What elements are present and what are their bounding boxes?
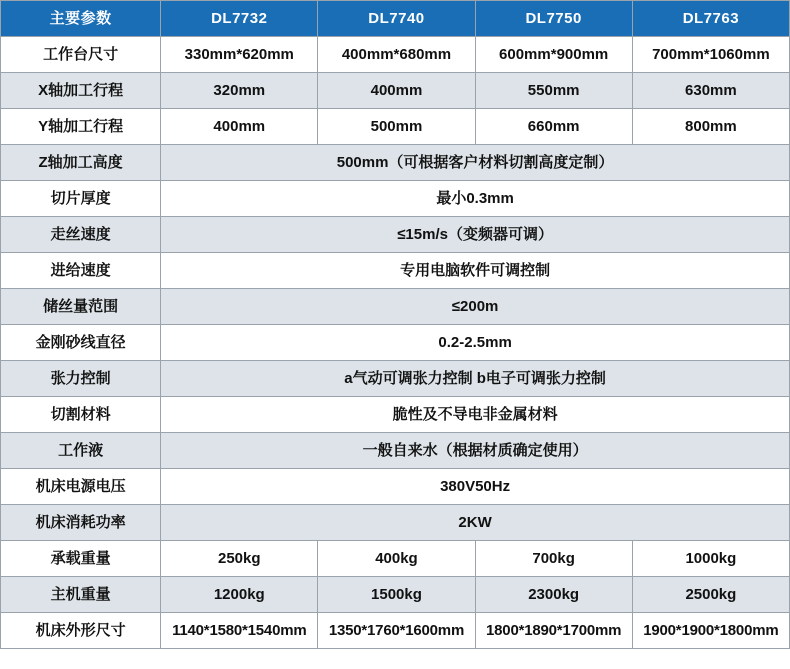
header-cell-model-2: DL7740 xyxy=(318,1,475,37)
row-value-cell: 800mm xyxy=(632,109,789,145)
row-value-merged: 2KW xyxy=(161,505,790,541)
table-header xyxy=(1,1,790,37)
row-label: 切割材料 xyxy=(1,397,161,433)
row-value-cell: 250kg xyxy=(161,541,318,577)
row-value-merged: a气动可调张力控制 b电子可调张力控制 xyxy=(161,361,790,397)
row-value-cell: 1140*1580*1540mm xyxy=(161,613,318,649)
row-label: X轴加工行程 xyxy=(1,73,161,109)
table-row xyxy=(1,361,790,397)
row-value-cell: 400kg xyxy=(318,541,475,577)
row-value-cell: 600mm*900mm xyxy=(475,37,632,73)
table-row xyxy=(1,109,790,145)
row-value-cell: 700kg xyxy=(475,541,632,577)
row-label: 承载重量 xyxy=(1,541,161,577)
table-row xyxy=(1,577,790,613)
row-value-merged: 500mm（可根据客户材料切割高度定制） xyxy=(161,145,790,181)
table-row xyxy=(1,541,790,577)
table-row xyxy=(1,145,790,181)
row-value-cell: 660mm xyxy=(475,109,632,145)
row-value-merged: 380V50Hz xyxy=(161,469,790,505)
row-value-cell: 1000kg xyxy=(632,541,789,577)
row-value-cell: 320mm xyxy=(161,73,318,109)
row-label: 机床消耗功率 xyxy=(1,505,161,541)
row-label: 张力控制 xyxy=(1,361,161,397)
table-row xyxy=(1,181,790,217)
row-label: 工作液 xyxy=(1,433,161,469)
row-value-cell: 630mm xyxy=(632,73,789,109)
row-value-cell: 2300kg xyxy=(475,577,632,613)
row-label: 切片厚度 xyxy=(1,181,161,217)
row-value-merged: 脆性及不导电非金属材料 xyxy=(161,397,790,433)
row-value-merged: 专用电脑软件可调控制 xyxy=(161,253,790,289)
table-row xyxy=(1,217,790,253)
row-value-cell: 500mm xyxy=(318,109,475,145)
table-row xyxy=(1,253,790,289)
table-body xyxy=(1,37,790,649)
row-value-cell: 330mm*620mm xyxy=(161,37,318,73)
table-row xyxy=(1,37,790,73)
row-label: 机床电源电压 xyxy=(1,469,161,505)
row-value-cell: 400mm xyxy=(318,73,475,109)
header-cell-model-3: DL7750 xyxy=(475,1,632,37)
row-label: 金刚砂线直径 xyxy=(1,325,161,361)
table-row xyxy=(1,325,790,361)
row-value-cell: 700mm*1060mm xyxy=(632,37,789,73)
row-value-cell: 2500kg xyxy=(632,577,789,613)
row-label: 储丝量范围 xyxy=(1,289,161,325)
row-value-cell: 1350*1760*1600mm xyxy=(318,613,475,649)
row-value-cell: 550mm xyxy=(475,73,632,109)
row-label: 进给速度 xyxy=(1,253,161,289)
table-row xyxy=(1,289,790,325)
row-value-cell: 1500kg xyxy=(318,577,475,613)
table-row xyxy=(1,433,790,469)
row-label: Z轴加工高度 xyxy=(1,145,161,181)
row-label: 主机重量 xyxy=(1,577,161,613)
row-label: 工作台尺寸 xyxy=(1,37,161,73)
row-label: 机床外形尺寸 xyxy=(1,613,161,649)
row-value-cell: 1200kg xyxy=(161,577,318,613)
row-value-merged: 一般自来水（根据材质确定使用） xyxy=(161,433,790,469)
row-value-cell: 400mm xyxy=(161,109,318,145)
row-value-merged: 0.2-2.5mm xyxy=(161,325,790,361)
row-label: 走丝速度 xyxy=(1,217,161,253)
row-value-cell: 1900*1900*1800mm xyxy=(632,613,789,649)
header-cell-model-1: DL7732 xyxy=(161,1,318,37)
row-value-merged: ≤15m/s（变频器可调） xyxy=(161,217,790,253)
header-cell-parameter: 主要参数 xyxy=(1,1,161,37)
header-row xyxy=(1,1,790,37)
row-value-merged: 最小0.3mm xyxy=(161,181,790,217)
header-cell-model-4: DL7763 xyxy=(632,1,789,37)
row-value-merged: ≤200m xyxy=(161,289,790,325)
table-row xyxy=(1,505,790,541)
table-row xyxy=(1,613,790,649)
row-value-cell: 400mm*680mm xyxy=(318,37,475,73)
table-row xyxy=(1,469,790,505)
table-row xyxy=(1,397,790,433)
row-label: Y轴加工行程 xyxy=(1,109,161,145)
table-row xyxy=(1,73,790,109)
row-value-cell: 1800*1890*1700mm xyxy=(475,613,632,649)
